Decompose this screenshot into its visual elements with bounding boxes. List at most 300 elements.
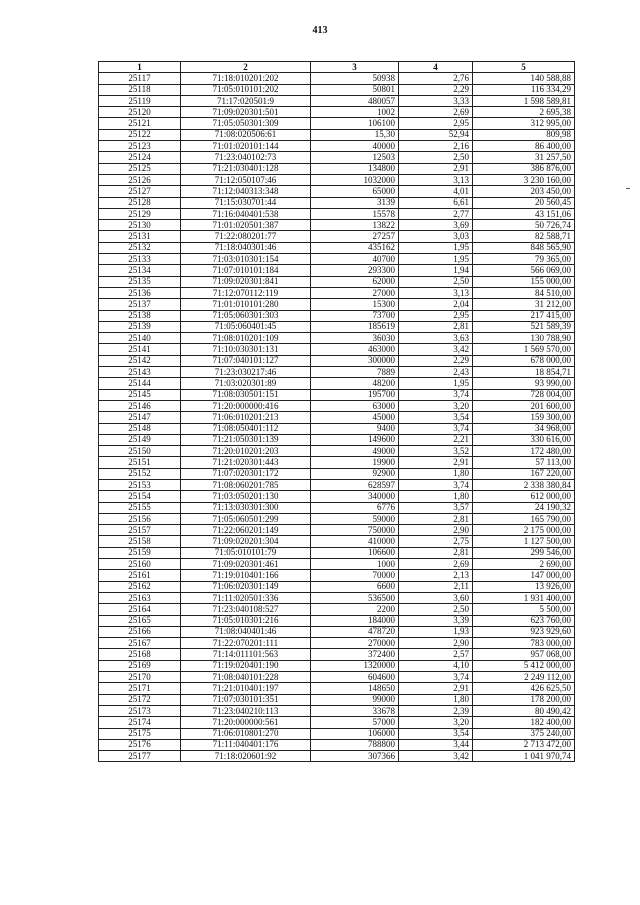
table-cell: 809,98 <box>473 129 575 140</box>
table-cell: 59000 <box>311 513 399 524</box>
table-cell: 182 400,00 <box>473 717 575 728</box>
table-cell: 71:03:010301:154 <box>181 254 311 265</box>
table-cell: 27000 <box>311 287 399 298</box>
table-cell: 25152 <box>99 468 181 479</box>
table-cell: 307366 <box>311 751 399 762</box>
table-row <box>99 649 575 660</box>
table-cell: 2,95 <box>399 118 473 129</box>
table-cell: 5 412 000,00 <box>473 660 575 671</box>
table-cell: 25175 <box>99 728 181 739</box>
table-row <box>99 570 575 581</box>
table-cell: 25144 <box>99 378 181 389</box>
table-cell: 116 334,29 <box>473 84 575 95</box>
table-row <box>99 547 575 558</box>
table-cell: 2 695,38 <box>473 107 575 118</box>
table-cell: 463000 <box>311 344 399 355</box>
table-cell: 2 690,00 <box>473 559 575 570</box>
table-cell: 2 713 472,00 <box>473 739 575 750</box>
table-row <box>99 129 575 140</box>
table-cell: 25119 <box>99 95 181 106</box>
table-cell: 25157 <box>99 525 181 536</box>
table-cell: 71:09:020301:461 <box>181 559 311 570</box>
table-cell: 62000 <box>311 276 399 287</box>
table-cell: 15,30 <box>311 129 399 140</box>
table-cell: 71:20:010201:203 <box>181 446 311 457</box>
table-cell: 2,57 <box>399 649 473 660</box>
table-cell: 6776 <box>311 502 399 513</box>
table-cell: 25145 <box>99 389 181 400</box>
table-cell: 25150 <box>99 446 181 457</box>
table-cell: 1,95 <box>399 254 473 265</box>
table-cell: 2,69 <box>399 559 473 570</box>
table-cell: 18 854,71 <box>473 367 575 378</box>
column-header-3: 3 <box>311 62 399 73</box>
table-cell: 33678 <box>311 705 399 716</box>
table-cell: 71:01:020101:144 <box>181 141 311 152</box>
table-row <box>99 321 575 332</box>
table-cell: 71:15:030701:44 <box>181 197 311 208</box>
table-cell: 25148 <box>99 423 181 434</box>
table-cell: 7889 <box>311 367 399 378</box>
table-cell: 71:18:040301:46 <box>181 242 311 253</box>
table-cell: 106000 <box>311 728 399 739</box>
table-cell: 2,90 <box>399 638 473 649</box>
table-cell: 25127 <box>99 186 181 197</box>
table-cell: 25122 <box>99 129 181 140</box>
table-cell: 25172 <box>99 694 181 705</box>
table-cell: 2,43 <box>399 367 473 378</box>
table-row <box>99 502 575 513</box>
table-cell: 63000 <box>311 400 399 411</box>
table-cell: 130 788,90 <box>473 333 575 344</box>
table-cell: 185619 <box>311 321 399 332</box>
table-cell: 25130 <box>99 220 181 231</box>
table-cell: 2,50 <box>399 604 473 615</box>
table-cell: 73700 <box>311 310 399 321</box>
table-cell: 13822 <box>311 220 399 231</box>
table-cell: 25131 <box>99 231 181 242</box>
table-cell: 1032000 <box>311 174 399 185</box>
table-cell: 71:01:010101:280 <box>181 299 311 310</box>
table-cell: 178 200,00 <box>473 694 575 705</box>
table-cell: 410000 <box>311 536 399 547</box>
table-row <box>99 412 575 423</box>
table-cell: 1 569 570,00 <box>473 344 575 355</box>
table-cell: 25151 <box>99 457 181 468</box>
table-row <box>99 141 575 152</box>
table-cell: 71:11:040401:176 <box>181 739 311 750</box>
table-row <box>99 367 575 378</box>
table-cell: 25164 <box>99 604 181 615</box>
table-cell: 1 127 500,00 <box>473 536 575 547</box>
table-cell: 2,39 <box>399 705 473 716</box>
table-cell: 71:03:050201:130 <box>181 491 311 502</box>
table-cell: 3,33 <box>399 95 473 106</box>
table-cell: 2,29 <box>399 355 473 366</box>
column-header-4: 4 <box>399 62 473 73</box>
table-cell: 71:23:040210:113 <box>181 705 311 716</box>
page-number: 413 <box>312 25 328 36</box>
table-cell: 71:08:060201:785 <box>181 479 311 490</box>
table-cell: 478720 <box>311 626 399 637</box>
table-cell: 3,52 <box>399 446 473 457</box>
table-cell: 25135 <box>99 276 181 287</box>
table-row <box>99 310 575 321</box>
table-cell: 140 588,88 <box>473 73 575 84</box>
table-row <box>99 333 575 344</box>
table-cell: 426 625,50 <box>473 683 575 694</box>
table-cell: 2,81 <box>399 547 473 558</box>
table-row <box>99 299 575 310</box>
table-cell: 71:08:050401:112 <box>181 423 311 434</box>
table-cell: 25136 <box>99 287 181 298</box>
table-cell: 3139 <box>311 197 399 208</box>
table-row <box>99 559 575 570</box>
table-cell: 43 151,06 <box>473 208 575 219</box>
table-cell: 40700 <box>311 254 399 265</box>
table-cell: 71:09:020201:304 <box>181 536 311 547</box>
table-cell: 2,21 <box>399 434 473 445</box>
table-cell: 25124 <box>99 152 181 163</box>
table-cell: 25169 <box>99 660 181 671</box>
table-cell: 25125 <box>99 163 181 174</box>
table-cell: 71:08:040101:228 <box>181 672 311 683</box>
table-cell: 25160 <box>99 559 181 570</box>
table-cell: 36030 <box>311 333 399 344</box>
table-row <box>99 220 575 231</box>
table-cell: 2,29 <box>399 84 473 95</box>
table-cell: 86 400,00 <box>473 141 575 152</box>
table-row <box>99 434 575 445</box>
table-cell: 45000 <box>311 412 399 423</box>
table-cell: 3,54 <box>399 412 473 423</box>
table-cell: 71:19:020401:190 <box>181 660 311 671</box>
table-cell: 71:09:020301:501 <box>181 107 311 118</box>
table-cell: 628597 <box>311 479 399 490</box>
table-row <box>99 525 575 536</box>
table-cell: 2,11 <box>399 581 473 592</box>
table-cell: 71:22:060201:149 <box>181 525 311 536</box>
table-cell: 2,91 <box>399 683 473 694</box>
table-cell: 25138 <box>99 310 181 321</box>
table-cell: 25140 <box>99 333 181 344</box>
table-cell: 1,95 <box>399 378 473 389</box>
table-cell: 71:05:010301:216 <box>181 615 311 626</box>
table-cell: 71:18:010201:202 <box>181 73 311 84</box>
table-cell: 49000 <box>311 446 399 457</box>
table-cell: 3,74 <box>399 479 473 490</box>
column-header-1: 1 <box>99 62 181 73</box>
table-cell: 25174 <box>99 717 181 728</box>
table-cell: 750000 <box>311 525 399 536</box>
table-cell: 25162 <box>99 581 181 592</box>
table-row <box>99 626 575 637</box>
table-cell: 106100 <box>311 118 399 129</box>
table-cell: 1,94 <box>399 265 473 276</box>
table-row <box>99 536 575 547</box>
table-cell: 71:07:010101:184 <box>181 265 311 276</box>
table-row <box>99 152 575 163</box>
table-cell: 106600 <box>311 547 399 558</box>
table-cell: 1 598 589,81 <box>473 95 575 106</box>
table-cell: 13 926,00 <box>473 581 575 592</box>
table-cell: 25142 <box>99 355 181 366</box>
table-cell: 25129 <box>99 208 181 219</box>
table-cell: 25121 <box>99 118 181 129</box>
table-cell: 300000 <box>311 355 399 366</box>
table-cell: 15578 <box>311 208 399 219</box>
table-row <box>99 446 575 457</box>
table-cell: 71:21:010401:197 <box>181 683 311 694</box>
table-cell: 71:07:030101:351 <box>181 694 311 705</box>
table-cell: 2,95 <box>399 310 473 321</box>
table-cell: 25166 <box>99 626 181 637</box>
table-cell: 155 000,00 <box>473 276 575 287</box>
table-cell: 3 230 160,00 <box>473 174 575 185</box>
table-cell: 386 876,00 <box>473 163 575 174</box>
table-cell: 372400 <box>311 649 399 660</box>
table-cell: 25155 <box>99 502 181 513</box>
table-row <box>99 118 575 129</box>
table-row <box>99 208 575 219</box>
table-cell: 4,10 <box>399 660 473 671</box>
table-row <box>99 242 575 253</box>
table-cell: 57000 <box>311 717 399 728</box>
table-cell: 3,42 <box>399 344 473 355</box>
table-cell: 71:05:050301:309 <box>181 118 311 129</box>
table-row <box>99 751 575 762</box>
table-cell: 71:21:020301:443 <box>181 457 311 468</box>
table-cell: 71:08:020506:61 <box>181 129 311 140</box>
table-cell: 3,74 <box>399 389 473 400</box>
table-cell: 2200 <box>311 604 399 615</box>
table-row <box>99 389 575 400</box>
table-cell: 25168 <box>99 649 181 660</box>
table-cell: 25146 <box>99 400 181 411</box>
table-row <box>99 265 575 276</box>
table-cell: 788800 <box>311 739 399 750</box>
table-cell: 25147 <box>99 412 181 423</box>
table-cell: 25177 <box>99 751 181 762</box>
table-cell: 19900 <box>311 457 399 468</box>
table-cell: 3,20 <box>399 717 473 728</box>
table-row <box>99 479 575 490</box>
table-cell: 678 000,00 <box>473 355 575 366</box>
table-cell: 25141 <box>99 344 181 355</box>
table-cell: 3,39 <box>399 615 473 626</box>
table-cell: 612 000,00 <box>473 491 575 502</box>
table-cell: 25173 <box>99 705 181 716</box>
table-cell: 84 510,00 <box>473 287 575 298</box>
table-row <box>99 423 575 434</box>
table-cell: 48200 <box>311 378 399 389</box>
table-cell: 5 500,00 <box>473 604 575 615</box>
table-cell: 3,63 <box>399 333 473 344</box>
table-row <box>99 287 575 298</box>
table-cell: 71:19:010401:166 <box>181 570 311 581</box>
table-cell: 3,13 <box>399 287 473 298</box>
table-cell: 2 175 000,00 <box>473 525 575 536</box>
table-cell: 375 240,00 <box>473 728 575 739</box>
table-row <box>99 581 575 592</box>
table-row <box>99 468 575 479</box>
table-cell: 71:06:010801:270 <box>181 728 311 739</box>
table-cell: 2 249 112,00 <box>473 672 575 683</box>
table-cell: 3,44 <box>399 739 473 750</box>
table-cell: 31 257,50 <box>473 152 575 163</box>
table-cell: 25143 <box>99 367 181 378</box>
table-cell: 50 726,74 <box>473 220 575 231</box>
table-cell: 2 338 380,84 <box>473 479 575 490</box>
table-cell: 184000 <box>311 615 399 626</box>
table-cell: 149600 <box>311 434 399 445</box>
table-cell: 2,50 <box>399 276 473 287</box>
table-cell: 25170 <box>99 672 181 683</box>
table-cell: 25156 <box>99 513 181 524</box>
table-cell: 71:07:020301:172 <box>181 468 311 479</box>
table-cell: 12503 <box>311 152 399 163</box>
table-cell: 1320000 <box>311 660 399 671</box>
table-cell: 25118 <box>99 84 181 95</box>
table-cell: 2,81 <box>399 513 473 524</box>
table-cell: 435162 <box>311 242 399 253</box>
table-cell: 79 365,00 <box>473 254 575 265</box>
table-cell: 299 546,00 <box>473 547 575 558</box>
table-cell: 1 041 970,74 <box>473 751 575 762</box>
table-cell: 2,13 <box>399 570 473 581</box>
table-cell: 65000 <box>311 186 399 197</box>
table-cell: 604600 <box>311 672 399 683</box>
table-cell: 99000 <box>311 694 399 705</box>
table-cell: 330 616,00 <box>473 434 575 445</box>
table-cell: 31 212,00 <box>473 299 575 310</box>
table-cell: 2,69 <box>399 107 473 118</box>
table-cell: 71:16:040401:538 <box>181 208 311 219</box>
table-cell: 71:01:020501:387 <box>181 220 311 231</box>
table-cell: 71:12:050107:46 <box>181 174 311 185</box>
table-cell: 293300 <box>311 265 399 276</box>
table-cell: 2,77 <box>399 208 473 219</box>
table-cell: 25165 <box>99 615 181 626</box>
table-row <box>99 694 575 705</box>
table-cell: 27257 <box>311 231 399 242</box>
table-cell: 25139 <box>99 321 181 332</box>
table-cell: 25132 <box>99 242 181 253</box>
table-cell: 71:05:010101:202 <box>181 84 311 95</box>
table-row <box>99 457 575 468</box>
table-cell: 1,80 <box>399 694 473 705</box>
table-cell: 71:21:050301:139 <box>181 434 311 445</box>
cadastral-value-table <box>98 61 575 762</box>
table-cell: 71:17:020501:9 <box>181 95 311 106</box>
table-row <box>99 683 575 694</box>
table-cell: 270000 <box>311 638 399 649</box>
table-row <box>99 174 575 185</box>
table-cell: 20 560,45 <box>473 197 575 208</box>
table-cell: 957 068,00 <box>473 649 575 660</box>
table-row <box>99 378 575 389</box>
table-cell: 25126 <box>99 174 181 185</box>
table-row <box>99 163 575 174</box>
table-cell: 71:22:070201:111 <box>181 638 311 649</box>
table-row <box>99 186 575 197</box>
table-cell: 25163 <box>99 592 181 603</box>
table-row <box>99 638 575 649</box>
table-cell: 2,81 <box>399 321 473 332</box>
table-cell: 25167 <box>99 638 181 649</box>
table-cell: 71:08:010201:109 <box>181 333 311 344</box>
table-cell: 50938 <box>311 73 399 84</box>
table-row <box>99 344 575 355</box>
table-row <box>99 491 575 502</box>
table-cell: 71:05:060301:303 <box>181 310 311 321</box>
table-row <box>99 728 575 739</box>
table-cell: 57 113,00 <box>473 457 575 468</box>
table-row <box>99 73 575 84</box>
table-row <box>99 400 575 411</box>
table-row <box>99 254 575 265</box>
table-cell: 71:05:060401:45 <box>181 321 311 332</box>
table-cell: 134800 <box>311 163 399 174</box>
table-cell: 80 490,42 <box>473 705 575 716</box>
table-cell: 25128 <box>99 197 181 208</box>
table-row <box>99 107 575 118</box>
table-cell: 71:13:030301:300 <box>181 502 311 513</box>
table-cell: 521 589,39 <box>473 321 575 332</box>
table-cell: 70000 <box>311 570 399 581</box>
table-cell: 25153 <box>99 479 181 490</box>
table-cell: 3,42 <box>399 751 473 762</box>
table-cell: 3,69 <box>399 220 473 231</box>
table-cell: 1,95 <box>399 242 473 253</box>
table-cell: 1,80 <box>399 468 473 479</box>
table-cell: 2,90 <box>399 525 473 536</box>
table-cell: 6600 <box>311 581 399 592</box>
table-cell: 201 600,00 <box>473 400 575 411</box>
table-row <box>99 231 575 242</box>
table-cell: 1,93 <box>399 626 473 637</box>
table-cell: 3,13 <box>399 174 473 185</box>
table-cell: 728 004,00 <box>473 389 575 400</box>
margin-mark <box>626 188 630 189</box>
table-cell: 172 480,00 <box>473 446 575 457</box>
table-cell: 71:06:010201:213 <box>181 412 311 423</box>
table-cell: 3,20 <box>399 400 473 411</box>
table-cell: 340000 <box>311 491 399 502</box>
table-row <box>99 84 575 95</box>
table-cell: 25134 <box>99 265 181 276</box>
table-cell: 71:23:040108:527 <box>181 604 311 615</box>
table-cell: 1000 <box>311 559 399 570</box>
table-cell: 2,91 <box>399 457 473 468</box>
table-cell: 71:08:030501:151 <box>181 389 311 400</box>
table-cell: 167 220,00 <box>473 468 575 479</box>
table-cell: 25117 <box>99 73 181 84</box>
column-header-5: 5 <box>473 62 575 73</box>
column-header-2: 2 <box>181 62 311 73</box>
table-row <box>99 615 575 626</box>
table-cell: 82 588,71 <box>473 231 575 242</box>
table-cell: 566 069,00 <box>473 265 575 276</box>
table-cell: 2,04 <box>399 299 473 310</box>
table-row <box>99 604 575 615</box>
table-cell: 25171 <box>99 683 181 694</box>
table-cell: 147 000,00 <box>473 570 575 581</box>
table-cell: 923 929,60 <box>473 626 575 637</box>
table-cell: 2,75 <box>399 536 473 547</box>
table-row <box>99 739 575 750</box>
table-row <box>99 717 575 728</box>
